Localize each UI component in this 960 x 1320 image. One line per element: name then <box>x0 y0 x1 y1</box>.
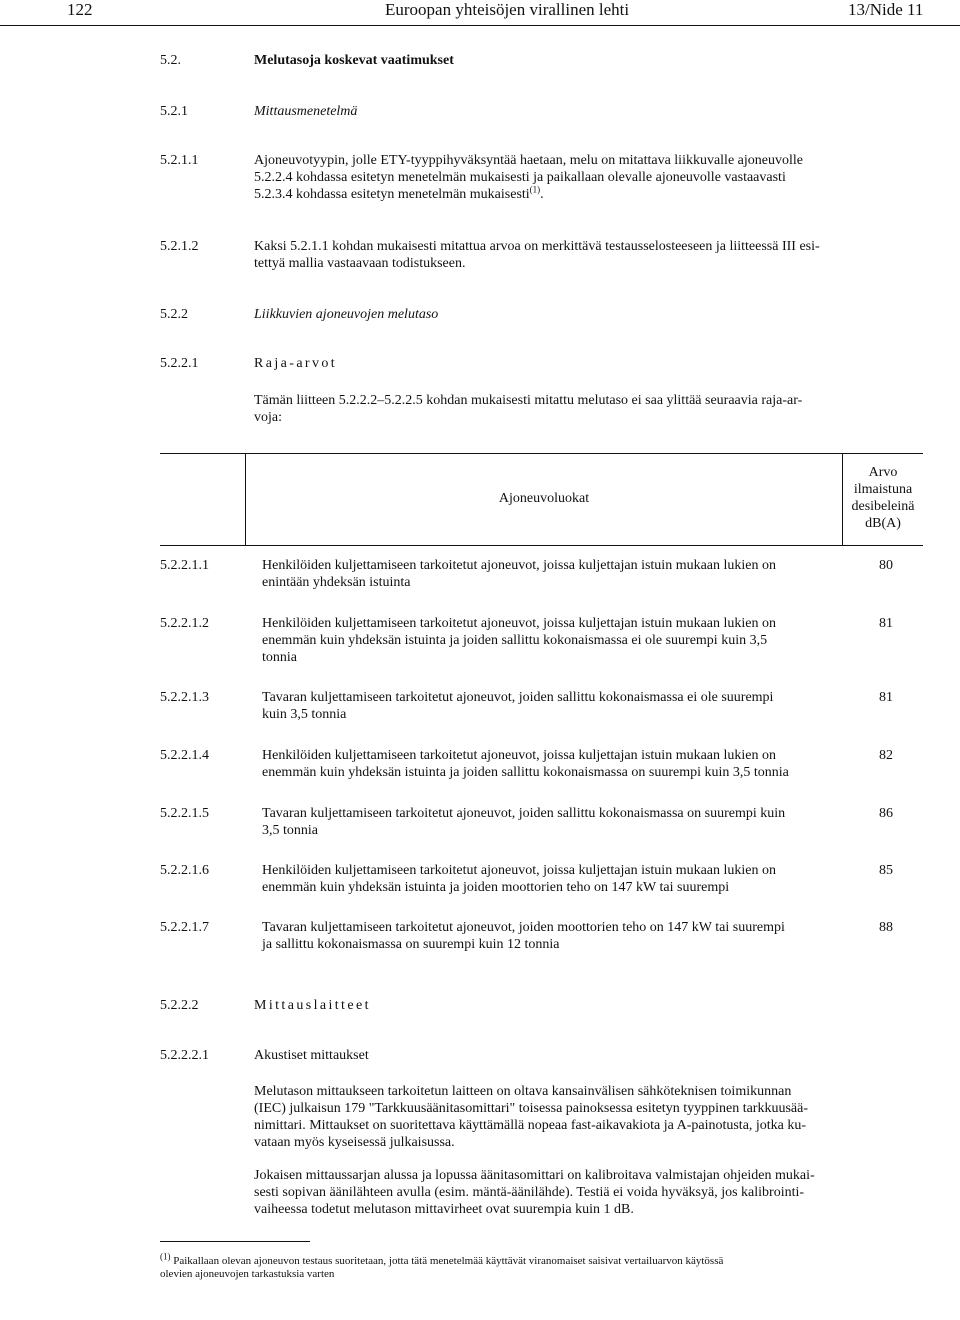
section-title: Raja-arvot <box>254 356 338 371</box>
paragraph <box>254 1083 904 1151</box>
page-header <box>0 0 960 24</box>
table-row-text: Tavaran kuljettamiseen tarkoitetut ajoneuvot, joiden sallittu kokonaismassa on suurempi kuin 3,5 tonnia <box>262 806 786 838</box>
table-row-value: 81 <box>879 616 893 631</box>
text-line: olevien ajoneuvojen tarkastuksia varten <box>160 1268 335 1280</box>
text-line: voja: <box>254 410 282 425</box>
table-row-value: 86 <box>879 806 893 821</box>
table-row-text: Henkilöiden kuljettamiseen tarkoitetut ajoneuvot, joissa kuljettajan istuin mukaan lukien on enemmän kuin yhdeksän istuinta ja joiden sallittu kokonaismassa on suurempi kuin 3,5 tonnia <box>262 748 789 780</box>
section-title: Mittauslaitteet <box>254 998 371 1013</box>
paragraph <box>254 1167 904 1218</box>
section-number: 5.2. <box>160 53 181 68</box>
text-line: Kaksi 5.2.1.1 kohdan mukaisesti mitattua arvoa on merkittävä testausselosteeseen ja liitteessä III esi- <box>254 239 820 254</box>
table-row-number: 5.2.2.1.1 <box>160 558 209 573</box>
section-number: 5.2.2.2.1 <box>160 1048 209 1063</box>
journal-title: Euroopan yhteisöjen virallinen lehti <box>385 0 630 19</box>
table-row-number: 5.2.2.1.7 <box>160 920 209 935</box>
paragraph <box>254 152 894 203</box>
text-line: 5.2.2.4 kohdassa esitetyn menetelmän mukaisesti ja paikallaan olevalle ajoneuvolle vastaavasti <box>254 170 786 185</box>
text-line: 5.2.3.4 kohdassa esitetyn menetelmän mukaisesti$^{(1)}$. <box>254 184 544 202</box>
table-row-number: 5.2.2.1.6 <box>160 863 209 878</box>
column-header-category: Ajoneuvoluokat <box>498 491 590 506</box>
paragraph <box>254 238 904 272</box>
text-line: vaiheessa todetut melutason mittavirheet ovat suurempia kuin 1 dB. <box>254 1202 634 1217</box>
table-row-value: 81 <box>879 690 893 705</box>
section-title: Akustiset mittaukset <box>254 1048 369 1063</box>
section-number: 5.2.1 <box>160 104 188 119</box>
table-row-number: 5.2.2.1.5 <box>160 806 209 821</box>
section-number: 5.2.2.2 <box>160 998 199 1013</box>
section-number: 5.2.1.1 <box>160 153 199 168</box>
column-header-value: Arvo ilmaistuna desibeleinä dB(A) <box>851 465 915 531</box>
footnote-rule <box>160 1241 310 1242</box>
footnote-reference: (1) <box>529 184 541 195</box>
text-line: nimittari. Mittaukset on suoritettava käyttämällä nopeaa fast-aikavakiota ja A-painotusta, jotka ku- <box>254 1118 807 1133</box>
table-row-number: 5.2.2.1.4 <box>160 748 209 763</box>
section-title: Liikkuvien ajoneuvojen melutaso <box>254 307 439 322</box>
header-rule <box>0 25 960 26</box>
section-title: Mittausmenetelmä <box>254 104 358 119</box>
table-row-number: 5.2.2.1.3 <box>160 690 209 705</box>
table-row-text: Tavaran kuljettamiseen tarkoitetut ajoneuvot, joiden moottorien teho on 147 kW tai suurempi ja sallittu kokonaismassa on suurempi kuin 12 tonnia <box>262 920 785 952</box>
table-row-number: 5.2.2.1.2 <box>160 616 209 631</box>
table-row-text: Henkilöiden kuljettamiseen tarkoitetut ajoneuvot, joissa kuljettajan istuin mukaan lukien on enintään yhdeksän istuinta <box>262 558 777 590</box>
table-row-text: Tavaran kuljettamiseen tarkoitetut ajoneuvot, joiden sallittu kokonaismassa ei ole suurempi kuin 3,5 tonnia <box>262 690 774 722</box>
table-row-value: 88 <box>879 920 893 935</box>
table-row-value: 80 <box>879 558 893 573</box>
table-header-rule <box>160 545 923 546</box>
text-line: Ajoneuvotyypin, jolle ETY-tyyppihyväksyntää haetaan, melu on mitattava liikkuvalle ajoneuvolle <box>254 153 803 168</box>
volume-number: 13/Nide 11 <box>848 0 924 19</box>
table-row-value: 82 <box>879 748 893 763</box>
table-row-value: 85 <box>879 863 893 878</box>
section-number: 5.2.2.1 <box>160 356 199 371</box>
table-row-text: Henkilöiden kuljettamiseen tarkoitetut ajoneuvot, joissa kuljettajan istuin mukaan lukien on enemmän kuin yhdeksän istuinta ja joiden sallittu kokonaismassa ei ole suurempi kuin 3,5 tonnia <box>262 616 777 665</box>
text-line: vataan myös kyseisessä julkaisussa. <box>254 1135 455 1150</box>
text-line: Jokaisen mittaussarjan alussa ja lopussa äänitasomittari on kalibroitava valmistajan ohjeiden mukai- <box>254 1168 815 1183</box>
section-title: Melutasoja koskevat vaatimukset <box>254 53 454 68</box>
section-number: 5.2.2 <box>160 307 188 322</box>
text-line: (IEC) julkaisun 179 "Tarkkuusäänitasomittari" toisessa painoksessa esitetyn tyyppinen tarkkuusää- <box>254 1101 808 1116</box>
footnote-mark: (1) <box>160 1251 171 1262</box>
table-row-text: Henkilöiden kuljettamiseen tarkoitetut ajoneuvot, joissa kuljettajan istuin mukaan lukien on enemmän kuin yhdeksän istuinta ja joiden moottorien teho on 147 kW tai suurempi <box>262 863 777 895</box>
section-number: 5.2.1.2 <box>160 239 199 254</box>
page-number: 122 <box>67 0 93 19</box>
text-line: Melutason mittaukseen tarkoitetun laitteen on oltava kansainvälisen sähköteknisen toimikunnan <box>254 1084 792 1099</box>
text-line: $^{(1)}$ Paikallaan olevan ajoneuvon testaus suoritetaan, jotta tätä menetelmää käyttävät viranomaiset saisivat vertailuarvon käytössä <box>160 1251 724 1267</box>
footnote <box>160 1251 920 1281</box>
table-top-rule <box>160 453 923 454</box>
paragraph <box>254 392 904 426</box>
text-line: sesti sopivan äänilähteen avulla (esim. mäntä-äänilähde). Testiä ei voida hyväksyä, jos kalibrointi- <box>254 1185 805 1200</box>
text-line: Tämän liitteen 5.2.2.2–5.2.2.5 kohdan mukaisesti mitattu melutaso ei saa ylittää seuraavia raja-ar- <box>254 393 803 408</box>
text-line: tettyä mallia vastaavaan todistukseen. <box>254 256 466 271</box>
